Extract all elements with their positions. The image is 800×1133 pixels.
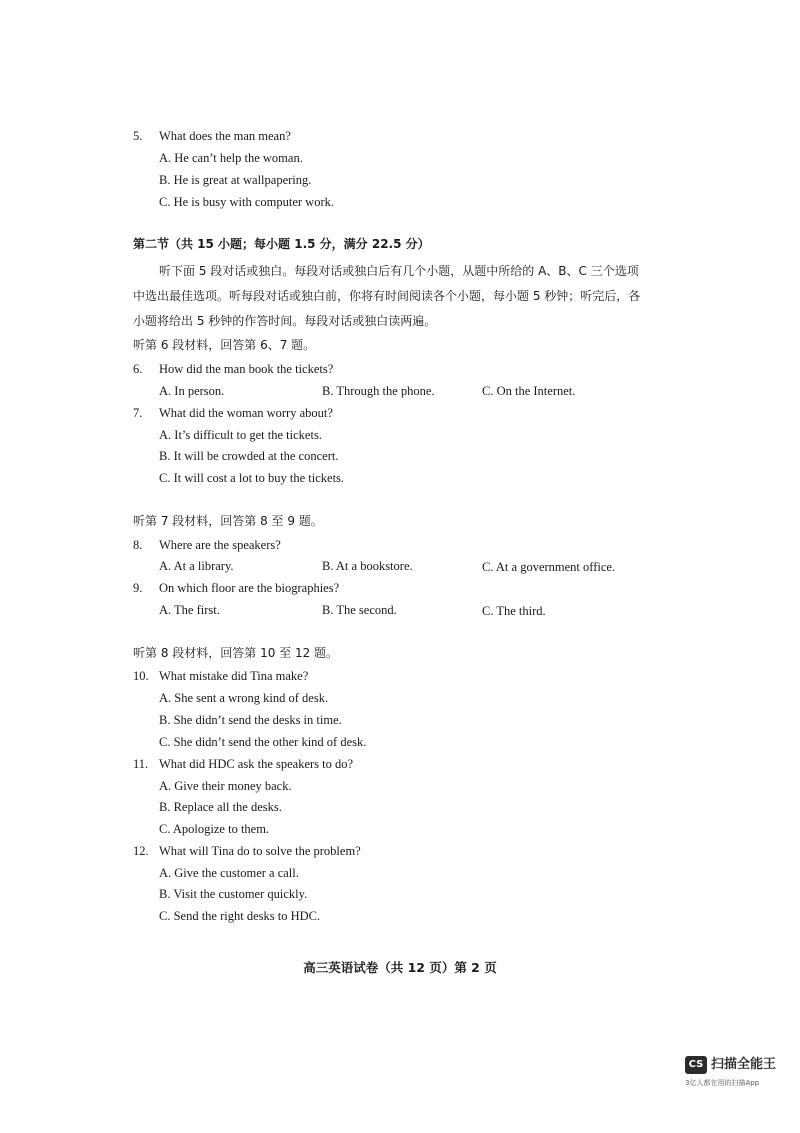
- question-8-option-a: A. At a library.: [159, 559, 234, 573]
- question-11-option-b: B. Replace all the desks.: [159, 800, 282, 814]
- question-12-option-c: C. Send the right desks to HDC.: [159, 909, 321, 923]
- question-5-option-b: B. He is great at wallpapering.: [159, 173, 312, 187]
- question-7-option-b: B. It will be crowded at the concert.: [159, 449, 339, 463]
- part-6-label: 听第 6 段材料，回答第 6、7 题。: [133, 338, 316, 352]
- question-11-stem: What did HDC ask the speakers to do?: [159, 757, 354, 771]
- question-6-number: 6.: [133, 362, 143, 376]
- question-6-option-c: C. On the Internet.: [482, 384, 576, 398]
- watermark-title: 扫描全能王: [711, 1057, 777, 1072]
- question-7-option-c: C. It will cost a lot to buy the tickets.: [159, 471, 345, 485]
- section-2-heading: 第二节（共 15 小题；每小题 1.5 分，满分 22.5 分）: [133, 237, 430, 251]
- question-9-number: 9.: [133, 581, 143, 595]
- question-10-stem: What mistake did Tina make?: [159, 669, 309, 683]
- question-9-option-a: A. The first.: [159, 603, 220, 617]
- question-12-option-b: B. Visit the customer quickly.: [159, 887, 308, 901]
- question-5-option-c: C. He is busy with computer work.: [159, 195, 334, 209]
- question-6-option-b: B. Through the phone.: [322, 384, 435, 398]
- page-footer: 高三英语试卷（共 12 页）第 2 页: [303, 960, 497, 975]
- question-12-option-a: A. Give the customer a call.: [159, 866, 299, 880]
- question-12-stem: What will Tina do to solve the problem?: [159, 844, 361, 858]
- question-9-option-b: B. The second.: [322, 603, 397, 617]
- question-8-option-c: C. At a government office.: [482, 560, 616, 574]
- section-2-instructions-line-2: 中选出最佳选项。听每段对话或独白前，你将有时间阅读各个小题，每小题 5 秒钟；听完后，各: [133, 289, 641, 303]
- section-2-instructions-line-3: 小题将给出 5 秒钟的作答时间。每段对话或独白读两遍。: [133, 314, 437, 328]
- question-11-number: 11.: [133, 757, 149, 771]
- question-10-option-b: B. She didn’t send the desks in time.: [159, 713, 342, 727]
- question-10-option-a: A. She sent a wrong kind of desk.: [159, 691, 329, 705]
- question-8-stem: Where are the speakers?: [159, 538, 281, 552]
- part-8-label: 听第 8 段材料，回答第 10 至 12 题。: [133, 646, 339, 660]
- question-9-stem: On which floor are the biographies?: [159, 581, 340, 595]
- question-5-option-a: A. He can’t help the woman.: [159, 151, 303, 165]
- question-12-number: 12.: [133, 844, 149, 858]
- question-11-option-a: A. Give their money back.: [159, 779, 292, 793]
- question-8-number: 8.: [133, 538, 143, 552]
- question-10-option-c: C. She didn’t send the other kind of desk.: [159, 735, 367, 749]
- watermark-subtitle: 3亿人都在用的扫描App: [685, 1079, 760, 1087]
- section-2-instructions-line-1: 听下面 5 段对话或独白。每段对话或独白后有几个小题，从题中所给的 A、B、C 三个选项: [159, 264, 639, 278]
- question-11-option-c: C. Apologize to them.: [159, 822, 270, 836]
- camscanner-logo-icon: CS: [685, 1056, 707, 1074]
- question-9-option-c: C. The third.: [482, 604, 546, 618]
- question-5-stem: What does the man mean?: [159, 129, 291, 143]
- question-8-option-b: B. At a bookstore.: [322, 559, 413, 573]
- question-7-stem: What did the woman worry about?: [159, 406, 333, 420]
- question-6-option-a: A. In person.: [159, 384, 225, 398]
- question-10-number: 10.: [133, 669, 149, 683]
- question-5-number: 5.: [133, 129, 143, 143]
- question-6-stem: How did the man book the tickets?: [159, 362, 334, 376]
- question-7-number: 7.: [133, 406, 143, 420]
- question-7-option-a: A. It’s difficult to get the tickets.: [159, 428, 322, 442]
- part-7-label: 听第 7 段材料，回答第 8 至 9 题。: [133, 514, 323, 528]
